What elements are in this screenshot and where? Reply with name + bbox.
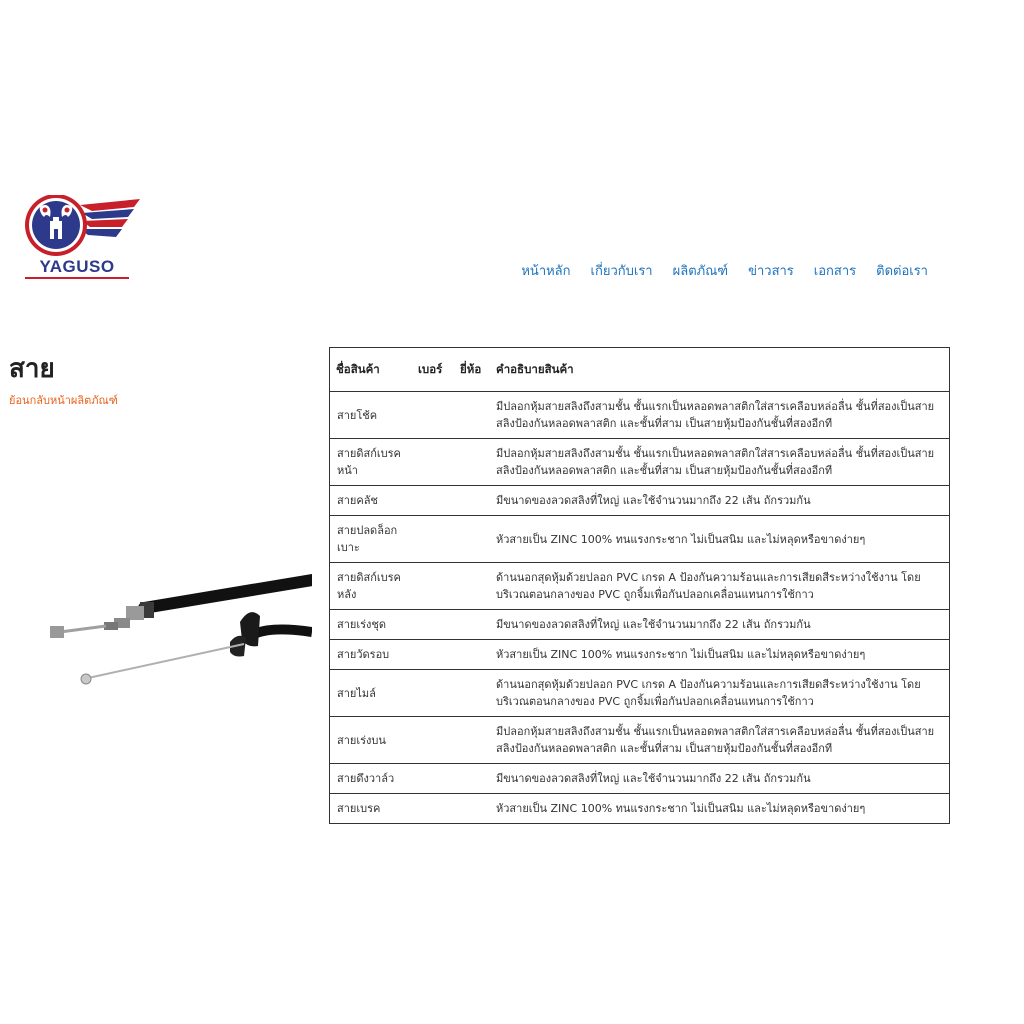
product-description: มีปลอกหุ้มสายสลิงถึงสามชั้น ชั้นแรกเป็นหลอดพลาสติกใส่สารเคลือบหล่อลื่น ชั้นที่สองเป็นสายสลิงป้องกันหลอดพลาสติก และชั้นที่สาม เป็นสายหุ้มป้องกันชั้นที่สองอีกที [490,717,950,764]
table-row [330,439,950,486]
product-name: สายโช้ค [330,392,413,439]
table-row [330,794,950,824]
product-name: สายวัดรอบ [330,640,413,670]
table-row [330,670,950,717]
page-title: สาย [9,354,55,384]
product-brand [454,794,490,824]
product-brand [454,717,490,764]
product-name: สายดิสก์เบรคหน้า [330,439,413,486]
product-description: มีปลอกหุ้มสายสลิงถึงสามชั้น ชั้นแรกเป็นหลอดพลาสติกใส่สารเคลือบหล่อลื่น ชั้นที่สองเป็นสายสลิงป้องกันหลอดพลาสติก และชั้นที่สาม เป็นสายหุ้มป้องกันชั้นที่สองอีกที [490,392,950,439]
product-name: สายปลดล็อกเบาะ [330,516,413,563]
product-number [412,439,454,486]
nav-contact[interactable]: ติดต่อเรา [876,264,928,279]
product-name: สายเบรค [330,794,413,824]
product-table [329,347,950,824]
table-row [330,516,950,563]
product-description: ด้านนอกสุดหุ้มด้วยปลอก PVC เกรด A ป้องกันความร้อนและการเสียดสีระหว่างใช้งาน โดยบริเวณตอนกลางของ PVC ถูกจิ้มเพื่อกันปลอกเคลื่อนแทนการใช้กาว [490,563,950,610]
product-brand [454,486,490,516]
product-image [44,566,312,696]
yaguso-logo[interactable] [22,195,144,283]
nav-home[interactable]: หน้าหลัก [521,264,571,279]
table-row [330,486,950,516]
header-name: ชื่อสินค้า [330,348,413,392]
product-brand [454,516,490,563]
product-description: มีขนาดของลวดสลิงที่ใหญ่ และใช้จำนวนมากถึง 22 เส้น ถักรวมกัน [490,610,950,640]
product-number [412,794,454,824]
nav-news[interactable]: ข่าวสาร [748,264,794,279]
header-number: เบอร์ [412,348,454,392]
product-number [412,392,454,439]
product-name: สายคลัช [330,486,413,516]
back-to-products-link[interactable]: ย้อนกลับหน้าผลิตภัณฑ์ [9,394,118,407]
product-description: หัวสายเป็น ZINC 100% ทนแรงกระชาก ไม่เป็นสนิม และไม่หลุดหรือขาดง่ายๆ [490,516,950,563]
product-brand [454,610,490,640]
product-name: สายดิสก์เบรคหลัง [330,563,413,610]
product-number [412,486,454,516]
product-number [412,717,454,764]
logo-underline [25,277,129,279]
product-name: สายดึงวาล์ว [330,764,413,794]
product-brand [454,392,490,439]
table-row [330,717,950,764]
product-description: มีขนาดของลวดสลิงที่ใหญ่ และใช้จำนวนมากถึง 22 เส้น ถักรวมกัน [490,486,950,516]
main-nav [521,260,928,281]
nav-about[interactable]: เกี่ยวกับเรา [590,264,653,279]
product-name: สายไมล์ [330,670,413,717]
product-description: ด้านนอกสุดหุ้มด้วยปลอก PVC เกรด A ป้องกันความร้อนและการเสียดสีระหว่างใช้งาน โดยบริเวณตอนกลางของ PVC ถูกจิ้มเพื่อกันปลอกเคลื่อนแทนการใช้กาว [490,670,950,717]
throttle-cable-image [44,566,312,696]
header-brand: ยี่ห้อ [454,348,490,392]
logo-wordmark: YAGUSO [39,257,115,276]
nav-products[interactable]: ผลิตภัณฑ์ [672,264,729,279]
product-name: สายเร่งชุด [330,610,413,640]
table-row [330,640,950,670]
nav-documents[interactable]: เอกสาร [813,264,857,279]
header-description: คำอธิบายสินค้า [490,348,950,392]
product-brand [454,640,490,670]
product-number [412,516,454,563]
product-number [412,640,454,670]
product-brand [454,764,490,794]
product-brand [454,563,490,610]
product-number [412,610,454,640]
product-number [412,670,454,717]
product-description: หัวสายเป็น ZINC 100% ทนแรงกระชาก ไม่เป็นสนิม และไม่หลุดหรือขาดง่ายๆ [490,794,950,824]
table-row [330,563,950,610]
product-number [412,563,454,610]
table-row [330,392,950,439]
table-row [330,764,950,794]
product-brand [454,439,490,486]
product-description: มีขนาดของลวดสลิงที่ใหญ่ และใช้จำนวนมากถึง 22 เส้น ถักรวมกัน [490,764,950,794]
product-name: สายเร่งบน [330,717,413,764]
yaguso-wings-logo-icon [22,195,144,257]
product-description: มีปลอกหุ้มสายสลิงถึงสามชั้น ชั้นแรกเป็นหลอดพลาสติกใส่สารเคลือบหล่อลื่น ชั้นที่สองเป็นสายสลิงป้องกันหลอดพลาสติก และชั้นที่สาม เป็นสายหุ้มป้องกันชั้นที่สองอีกที [490,439,950,486]
product-brand [454,670,490,717]
product-number [412,764,454,794]
product-description: หัวสายเป็น ZINC 100% ทนแรงกระชาก ไม่เป็นสนิม และไม่หลุดหรือขาดง่ายๆ [490,640,950,670]
table-row [330,610,950,640]
table-header-row [330,348,950,392]
